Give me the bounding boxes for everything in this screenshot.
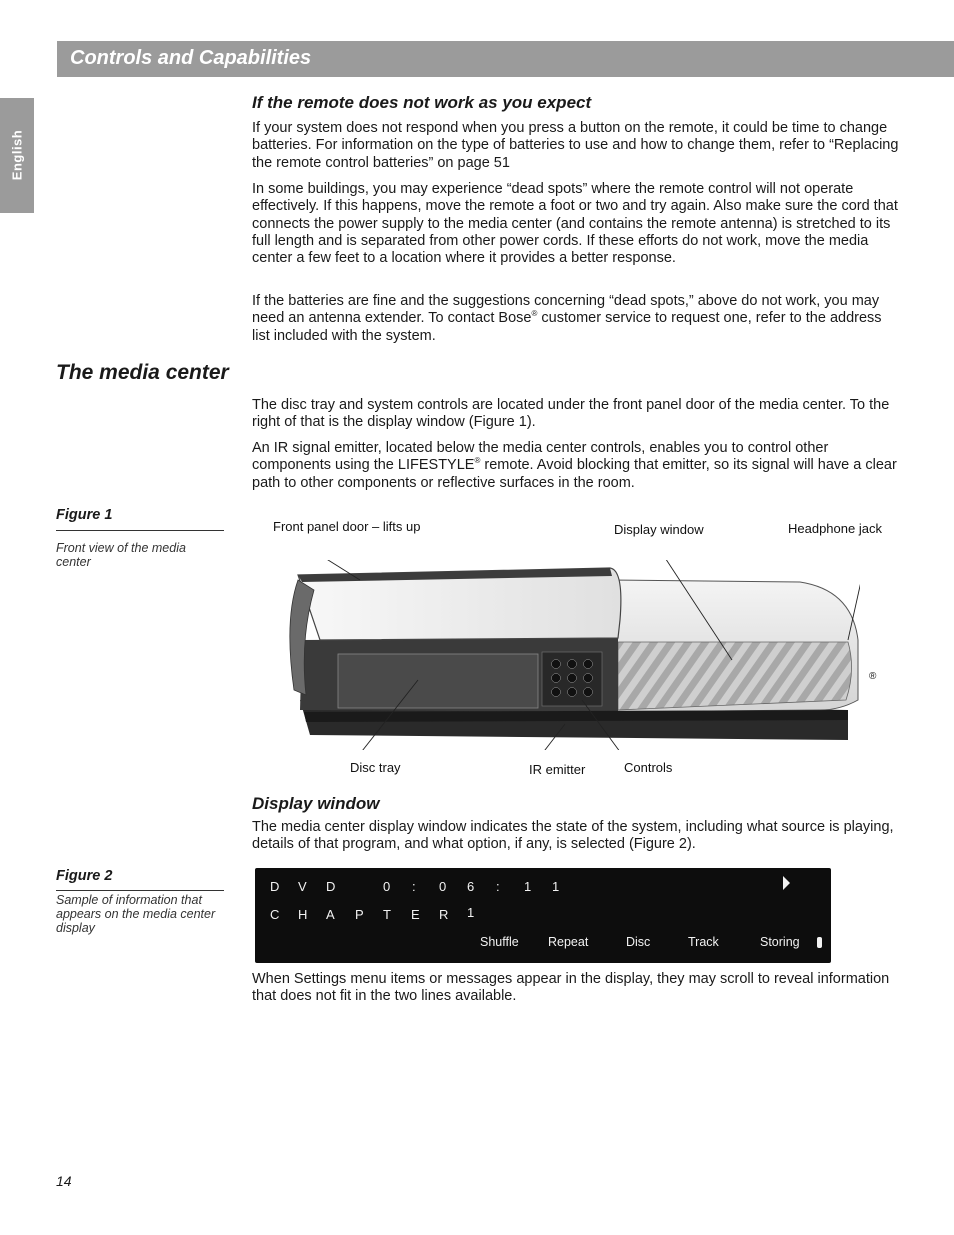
display-indicator-shuffle: Shuffle: [480, 935, 519, 949]
storing-indicator-icon: [817, 937, 822, 948]
display-row1-char: 6: [467, 879, 475, 894]
display-row1-char: D: [326, 879, 336, 894]
display-row1-char: :: [496, 879, 500, 894]
media-center-paragraph-2: [252, 440, 902, 492]
language-side-tab-label: English: [9, 129, 25, 181]
media-center-paragraph-2-part-b: remote. Avoid blocking that emitter, so its signal will have a clear path to other components or reflective surfaces in the room.: [252, 457, 897, 491]
figure-2-label: Figure 2: [56, 868, 113, 884]
display-paragraph-1: The media center display window indicates the state of the system, including what source is playing, details of that program, and what option, if any, is selected (Figure 2).: [252, 819, 894, 853]
callout-registered-mark: ®: [869, 671, 877, 682]
figure-1-caption: Front view of the media center: [56, 541, 186, 569]
display-row2-char: H: [298, 907, 308, 922]
figure-1-label: Figure 1: [56, 507, 113, 523]
remote-paragraph-3: [252, 293, 902, 345]
display-indicator-storing: Storing: [760, 935, 800, 949]
callout-disc-tray: Disc tray: [350, 760, 401, 775]
remote-paragraph-2: In some buildings, you may experience “dead spots” where the remote control will not operate effectively. If this happens, move the remote a foot or two and try again. Also make sure the cord that connects the power supply to the media center (and contains the remote antenna) is stretched to its full length and is separated from other power cords. If these efforts do not work, move the media center a few feet to a location where it provides a better response.: [252, 181, 898, 267]
callout-ir-emitter: IR emitter: [529, 762, 586, 777]
display-row2-char: T: [383, 907, 391, 922]
display-row1-char: 0: [439, 879, 447, 894]
display-row1-char: 0: [383, 879, 391, 894]
display-row1-char: V: [298, 879, 307, 894]
media-center-paragraph-1: The disc tray and system controls are located under the front panel door of the media center. To the right of that is the display window (Figure 1).: [252, 397, 890, 431]
callout-front-panel-door: Front panel door – lifts up: [273, 519, 421, 534]
display-row1-char: 1: [552, 879, 560, 894]
registered-mark: ®: [531, 309, 538, 319]
display-indicator-repeat: Repeat: [548, 935, 589, 949]
page-header-title: Controls and Capabilities: [70, 47, 312, 69]
play-indicator-icon: [783, 876, 790, 890]
display-indicator-track: Track: [688, 935, 719, 949]
remote-paragraph-3-part-b: customer service to request one, refer to the address list included with the system.: [252, 310, 882, 344]
language-side-tab: [0, 98, 34, 213]
page-header-bar: [57, 41, 954, 77]
display-row2-char: 1: [467, 905, 475, 920]
display-row2-char: E: [411, 907, 420, 922]
remote-paragraph-3-part-a: If the batteries are fine and the suggestions concerning “dead spots,” above do not work, you may need an antenna extender. To contact Bose: [252, 293, 880, 327]
registered-mark: ®: [474, 456, 481, 466]
media-center-heading: The media center: [56, 361, 229, 384]
display-paragraph-2: When Settings menu items or messages appear in the display, they may scroll to reveal information that does not fit in the two lines available.: [252, 971, 890, 1005]
figure-2-rule: [56, 890, 224, 891]
display-row1-char: D: [270, 879, 280, 894]
display-row1-char: :: [412, 879, 416, 894]
remote-section-heading: If the remote does not work as you expect: [252, 93, 592, 112]
remote-paragraph-1: If your system does not respond when you press a button on the remote, it could be time to change batteries. For information on the type of batteries to use and how to change them, refer to “Replacing the remote control batteries” on page 51: [252, 120, 899, 171]
callout-headphone-jack: Headphone jack: [788, 521, 882, 536]
figure-2-caption: Sample of information that appears on the media center display: [56, 893, 216, 935]
media-center-paragraph-2-part-a: An IR signal emitter, located below the media center controls, enables you to control other components using the LIFESTYLE: [252, 440, 829, 474]
front-lip: [304, 710, 848, 722]
display-row2-char: C: [270, 907, 280, 922]
media-center-display-sample: [255, 868, 831, 963]
display-row2-char: P: [355, 907, 364, 922]
display-row1-char: 1: [524, 879, 532, 894]
callout-display-window: Display window: [614, 522, 704, 537]
page-number: 14: [56, 1173, 72, 1189]
control-buttons: [552, 660, 593, 697]
display-row2-char: R: [439, 907, 449, 922]
callout-controls: Controls: [624, 760, 673, 775]
media-center-illustration: [280, 560, 860, 750]
disc-tray: [338, 654, 538, 708]
display-row2-char: A: [326, 907, 335, 922]
display-window-heading: Display window: [252, 794, 380, 813]
display-window: [618, 642, 852, 710]
display-indicator-disc: Disc: [626, 935, 651, 949]
figure-1-rule: [56, 530, 224, 531]
